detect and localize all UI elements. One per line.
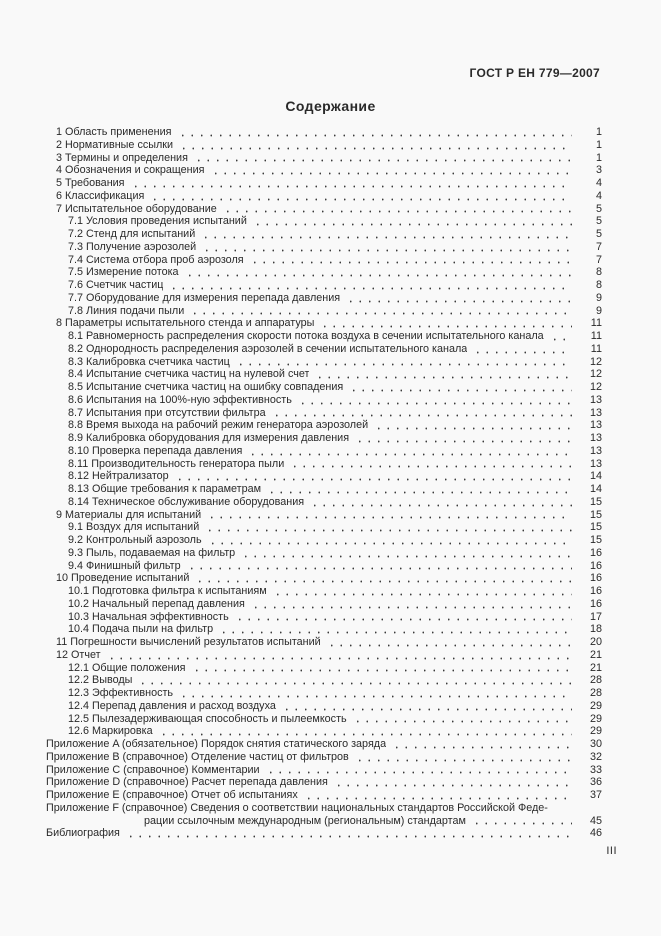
toc-entry-page: 9	[595, 304, 602, 317]
toc-entry-page: 7	[595, 253, 602, 266]
toc-entry	[46, 215, 602, 228]
toc-entry-label: 8.2 Однородность распределения аэрозолей в сечении испытательного канала	[68, 342, 468, 355]
toc-entry	[46, 419, 602, 432]
toc-entry-page: 28	[589, 687, 602, 699]
toc-entry-label: Приложение C (справочное) Комментарии	[46, 763, 260, 776]
toc-entry	[46, 228, 602, 241]
toc-dot-leader	[273, 593, 572, 596]
toc-entry-page: 14	[589, 470, 602, 483]
toc-dot-leader	[201, 236, 572, 239]
toc-entry	[46, 700, 602, 713]
toc-dot-leader	[473, 351, 572, 354]
toc-entry-page: 36	[589, 776, 602, 789]
toc-dot-leader	[211, 172, 572, 175]
toc-entry-page: 28	[589, 674, 602, 687]
toc-dot-leader	[185, 274, 572, 277]
toc-entry-page: 13	[589, 406, 602, 419]
toc-entry	[46, 521, 602, 534]
toc-entry-label: 10.3 Начальная эффективность	[68, 610, 229, 623]
toc-dot-leader	[251, 606, 572, 609]
toc-dot-leader	[282, 708, 572, 711]
toc-entry-label: 7.3 Получение аэрозолей	[68, 240, 197, 253]
toc-entry-page: 21	[589, 648, 602, 661]
toc-dot-leader	[355, 759, 572, 762]
toc-entry-page: 1	[595, 138, 602, 151]
toc-dot-leader	[223, 210, 572, 213]
toc-dot-leader	[205, 529, 572, 532]
toc-dot-leader	[267, 491, 572, 494]
toc-entry-page: 46	[589, 827, 602, 840]
toc-dot-leader	[349, 389, 572, 392]
toc-entry-label: 8 Параметры испытательного стенда и аппаратуры	[56, 317, 315, 330]
toc-dot-leader	[150, 198, 572, 201]
toc-entry-label: 5 Требования	[56, 177, 125, 189]
toc-dot-leader	[304, 797, 572, 800]
toc-entry-label: 8.11 Производительность генератора пыли	[68, 457, 285, 470]
toc-entry	[46, 764, 602, 777]
toc-entry-label: 9.4 Финишный фильтр	[68, 559, 181, 572]
toc-entry	[46, 649, 602, 662]
toc-entry-page: 4	[595, 177, 602, 189]
toc-dot-leader	[159, 733, 572, 736]
toc-entry-label: 8.14 Техническое обслуживание оборудования	[68, 495, 305, 508]
toc-entry-page: 37	[589, 789, 602, 801]
toc-entry-label: 7.7 Оборудование для измерения перепада давления	[68, 291, 341, 304]
toc-dot-leader	[315, 376, 572, 379]
toc-entry	[46, 636, 602, 649]
toc-entry-label: 7.1 Условия проведения испытаний	[68, 215, 247, 228]
toc-entry-page: 11	[590, 342, 602, 355]
toc-entry-label: 8.5 Испытание счетчика частиц на ошибку совпадения	[68, 381, 344, 393]
toc-entry-page: 15	[589, 508, 602, 521]
toc-entry-label: 7.2 Стенд для испытаний	[68, 228, 196, 240]
toc-entry-label: Приложение E (справочное) Отчет об испытаниях	[46, 789, 298, 801]
toc-entry-page: 11	[590, 330, 602, 342]
toc-entry-label: 10.1 Подготовка фильтра к испытаниям	[68, 585, 267, 597]
toc-dot-leader	[355, 440, 572, 443]
toc-dot-leader	[207, 516, 572, 519]
toc-entry-page: 16	[589, 585, 602, 597]
toc-entry-page: 12	[589, 381, 602, 393]
toc-dot-leader	[126, 835, 572, 838]
toc-entry	[46, 317, 602, 330]
toc-entry-page: 1	[595, 126, 602, 138]
toc-dot-leader	[235, 618, 572, 621]
toc-entry-label: 8.6 Испытания на 100%-ную эффективность	[68, 393, 292, 406]
toc-entry	[46, 177, 602, 190]
toc-entry	[46, 751, 602, 764]
toc-entry	[46, 496, 602, 509]
toc-entry-page: 9	[595, 291, 602, 304]
toc-entry-page: 12	[589, 355, 602, 368]
toc-entry-page: 5	[595, 228, 602, 240]
toc-entry	[46, 407, 602, 420]
toc-dot-leader	[179, 695, 572, 698]
toc-entry-label: 9 Материалы для испытаний	[56, 508, 202, 521]
toc-entry-label: 4 Обозначения и сокращения	[56, 164, 205, 177]
toc-entry	[46, 164, 602, 177]
toc-entry	[46, 572, 602, 585]
toc-entry-page: 5	[595, 215, 602, 228]
toc-entry-label: 8.13 Общие требования к параметрам	[68, 483, 262, 495]
toc-dot-leader	[187, 567, 572, 570]
toc-entry	[46, 241, 602, 254]
toc-entry-page: 13	[589, 444, 602, 457]
toc-entry	[46, 738, 602, 751]
toc-entry	[46, 356, 602, 369]
toc-entry-label: 10.4 Подача пыли на фильтр	[68, 623, 214, 636]
toc-dot-leader	[272, 414, 572, 417]
toc-dot-leader	[192, 669, 572, 672]
toc-entry-page: 29	[589, 699, 602, 712]
toc-entry	[46, 483, 602, 496]
toc-entry-label: 8.4 Испытание счетчика частиц на нулевой счет	[68, 368, 310, 381]
toc-entry-label: 7.5 Измерение потока	[68, 266, 179, 279]
toc-entry-page: 16	[589, 597, 602, 610]
toc-entry	[46, 330, 602, 343]
toc-dot-leader	[353, 720, 572, 723]
toc-dot-leader	[241, 555, 572, 558]
toc-dot-leader	[107, 657, 572, 660]
toc-entry-label: 12.6 Маркировка	[68, 725, 153, 738]
toc-entry-label: 7 Испытательное оборудование	[56, 202, 217, 215]
toc-entry	[46, 368, 602, 381]
toc-entry	[46, 827, 602, 840]
toc-dot-leader	[194, 159, 572, 162]
toc-dot-leader	[250, 261, 572, 264]
toc-entry-label: 6 Классификация	[56, 189, 145, 202]
toc-entry-page: 29	[589, 725, 602, 738]
toc-entry-label: Приложение D (справочное) Расчет перепада давления	[46, 776, 328, 789]
toc-dot-leader	[236, 363, 572, 366]
toc-dot-leader	[310, 504, 572, 507]
toc-entry	[46, 394, 602, 407]
toc-entry	[46, 662, 602, 675]
toc-entry-page: 8	[595, 279, 602, 291]
toc-entry	[46, 509, 602, 522]
toc-entry	[46, 203, 602, 216]
toc-entry	[46, 815, 602, 828]
toc-dot-leader	[179, 147, 572, 150]
toc-entry-page: 5	[595, 202, 602, 215]
toc-dot-leader	[327, 644, 572, 647]
toc-entry-page: 13	[589, 419, 602, 432]
toc-entry	[46, 343, 602, 356]
toc-dot-leader	[195, 580, 572, 583]
toc-entry	[46, 190, 602, 203]
toc-entry	[46, 623, 602, 636]
toc-entry	[46, 776, 602, 789]
toc-entry	[46, 470, 602, 483]
toc-entry-page: 13	[589, 393, 602, 406]
toc-dot-leader	[138, 682, 572, 685]
toc-entry-label: 8.3 Калибровка счетчика частиц	[68, 355, 230, 368]
toc-entry-label: рации ссылочным международным (региональным) стандартам	[144, 814, 466, 827]
toc-entry-page: 17	[589, 610, 602, 623]
toc-entry-label: Приложение F (справочное) Сведения о соответствии национальных стандартов Российской Феде-	[46, 801, 548, 814]
toc-entry	[46, 458, 602, 471]
toc-entry-page: 33	[589, 763, 602, 776]
toc-entry-label: 10.2 Начальный перепад давления	[68, 597, 245, 610]
toc-entry-page: 11	[590, 317, 602, 330]
toc-entry-page: 21	[589, 661, 602, 674]
toc-entry	[46, 611, 602, 624]
toc-entry-label: 8.10 Проверка перепада давления	[68, 444, 243, 457]
toc-entry-label: 1 Область применения	[56, 126, 172, 138]
toc-entry	[46, 126, 602, 139]
toc-entry	[46, 292, 602, 305]
toc-entry	[46, 598, 602, 611]
toc-entry-label: 9.1 Воздух для испытаний	[68, 521, 200, 534]
toc-dot-leader	[392, 746, 572, 749]
toc-entry-page: 16	[589, 559, 602, 572]
toc-entry-label: Библиография	[46, 827, 120, 840]
toc-dot-leader	[472, 822, 572, 825]
toc-entry-label: 12.3 Эффективность	[68, 687, 174, 699]
toc-entry-label: 12.4 Перепад давления и расход воздуха	[68, 699, 276, 712]
toc-entry	[46, 266, 602, 279]
toc-entry	[46, 585, 602, 598]
toc-entry-label: 12.5 Пылезадерживающая способность и пылеемкость	[68, 712, 347, 725]
toc-entry-label: 8.7 Испытания при отсутствии фильтра	[68, 406, 266, 419]
toc-dot-leader	[219, 631, 572, 634]
toc-entry	[46, 254, 602, 267]
toc-entry-label: 12.2 Выводы	[68, 674, 133, 687]
toc-entry-page: 15	[589, 521, 602, 534]
toc-entry	[46, 725, 602, 738]
toc-entry-label: 2 Нормативные ссылки	[56, 138, 174, 151]
toc-entry	[46, 305, 602, 318]
toc-entry-page: 20	[589, 636, 602, 648]
toc-entry	[46, 789, 602, 802]
toc-entry-page: 14	[589, 483, 602, 495]
toc-dot-leader	[346, 300, 572, 303]
toc-entry-page: 16	[589, 546, 602, 559]
toc-entry-label: 8.8 Время выхода на рабочий режим генератора аэрозолей	[68, 419, 369, 432]
toc-dot-leader	[298, 402, 572, 405]
toc-entry-page: 16	[589, 572, 602, 585]
toc-entry	[46, 713, 602, 726]
toc-entry-label: 7.8 Линия подачи пыли	[68, 304, 185, 317]
toc-entry-label: Приложение A (обязательное) Порядок снятия статического заряда	[46, 738, 387, 750]
toc-entry-label: 12 Отчет	[56, 648, 101, 661]
toc-dot-leader	[253, 223, 572, 226]
page-number: III	[606, 845, 617, 857]
toc-entry-label: Приложение B (справочное) Отделение частиц от фильтров	[46, 750, 349, 763]
toc-dot-leader	[550, 338, 572, 341]
toc-dot-leader	[202, 249, 572, 252]
toc-entry	[46, 432, 602, 445]
toc-dot-leader	[190, 312, 572, 315]
toc-entry-label: 9.3 Пыль, подаваемая на фильтр	[68, 546, 236, 559]
toc-entry	[46, 802, 602, 815]
toc-entry-page: 3	[595, 164, 602, 177]
toc-entry-page: 29	[589, 712, 602, 725]
toc-dot-leader	[320, 325, 572, 328]
toc-entry	[46, 674, 602, 687]
toc-dot-leader	[290, 465, 572, 468]
page-title: Содержание	[285, 98, 376, 114]
toc-entry-label: 7.4 Система отбора проб аэрозоля	[68, 253, 244, 266]
toc-entry-page: 15	[589, 495, 602, 508]
toc-entry-label: 10 Проведение испытаний	[56, 572, 190, 585]
toc-entry-page: 8	[595, 266, 602, 279]
toc-dot-leader	[169, 287, 572, 290]
toc-entry-label: 7.6 Счетчик частиц	[68, 279, 164, 291]
toc-entry-page: 13	[589, 432, 602, 444]
toc-entry	[46, 547, 602, 560]
toc-entry-label: 9.2 Контрольный аэрозоль	[68, 534, 202, 546]
toc-entry-label: 11 Погрешности вычислений результатов испытаний	[56, 636, 321, 648]
toc-entry-label: 8.1 Равномерность распределения скорости потока воздуха в сечении испытательного канала	[68, 330, 544, 342]
toc-entry	[46, 445, 602, 458]
toc-entry-page: 7	[595, 240, 602, 253]
doc-number: ГОСТ Р ЕН 779—2007	[469, 66, 600, 80]
toc-entry	[46, 687, 602, 700]
toc-entry-page: 4	[595, 189, 602, 202]
toc-entry	[46, 560, 602, 573]
toc-entry-label: 3 Термины и определения	[56, 151, 188, 164]
toc-entry-label: 8.9 Калибровка оборудования для измерения давления	[68, 432, 350, 444]
toc-entry-page: 12	[589, 368, 602, 381]
toc-dot-leader	[334, 784, 572, 787]
toc-entry-label: 12.1 Общие положения	[68, 661, 186, 674]
toc-entry-page: 30	[589, 738, 602, 750]
toc-dot-leader	[208, 542, 572, 545]
table-of-contents	[46, 126, 602, 840]
toc-entry-page: 32	[589, 750, 602, 763]
toc-entry-label: 8.12 Нейтрализатор	[68, 470, 169, 483]
toc-dot-leader	[175, 478, 572, 481]
toc-entry	[46, 381, 602, 394]
toc-entry-page: 1	[595, 151, 602, 164]
toc-entry-page: 45	[589, 814, 602, 827]
toc-dot-leader	[178, 134, 573, 137]
toc-entry	[46, 279, 602, 292]
toc-entry-page: 18	[589, 623, 602, 636]
toc-entry-page: 15	[589, 534, 602, 546]
toc-entry	[46, 534, 602, 547]
toc-entry	[46, 152, 602, 165]
toc-dot-leader	[374, 427, 572, 430]
toc-dot-leader	[266, 771, 572, 774]
toc-entry	[46, 139, 602, 152]
toc-dot-leader	[248, 453, 572, 456]
toc-entry-page: 13	[589, 457, 602, 470]
toc-dot-leader	[131, 185, 572, 188]
